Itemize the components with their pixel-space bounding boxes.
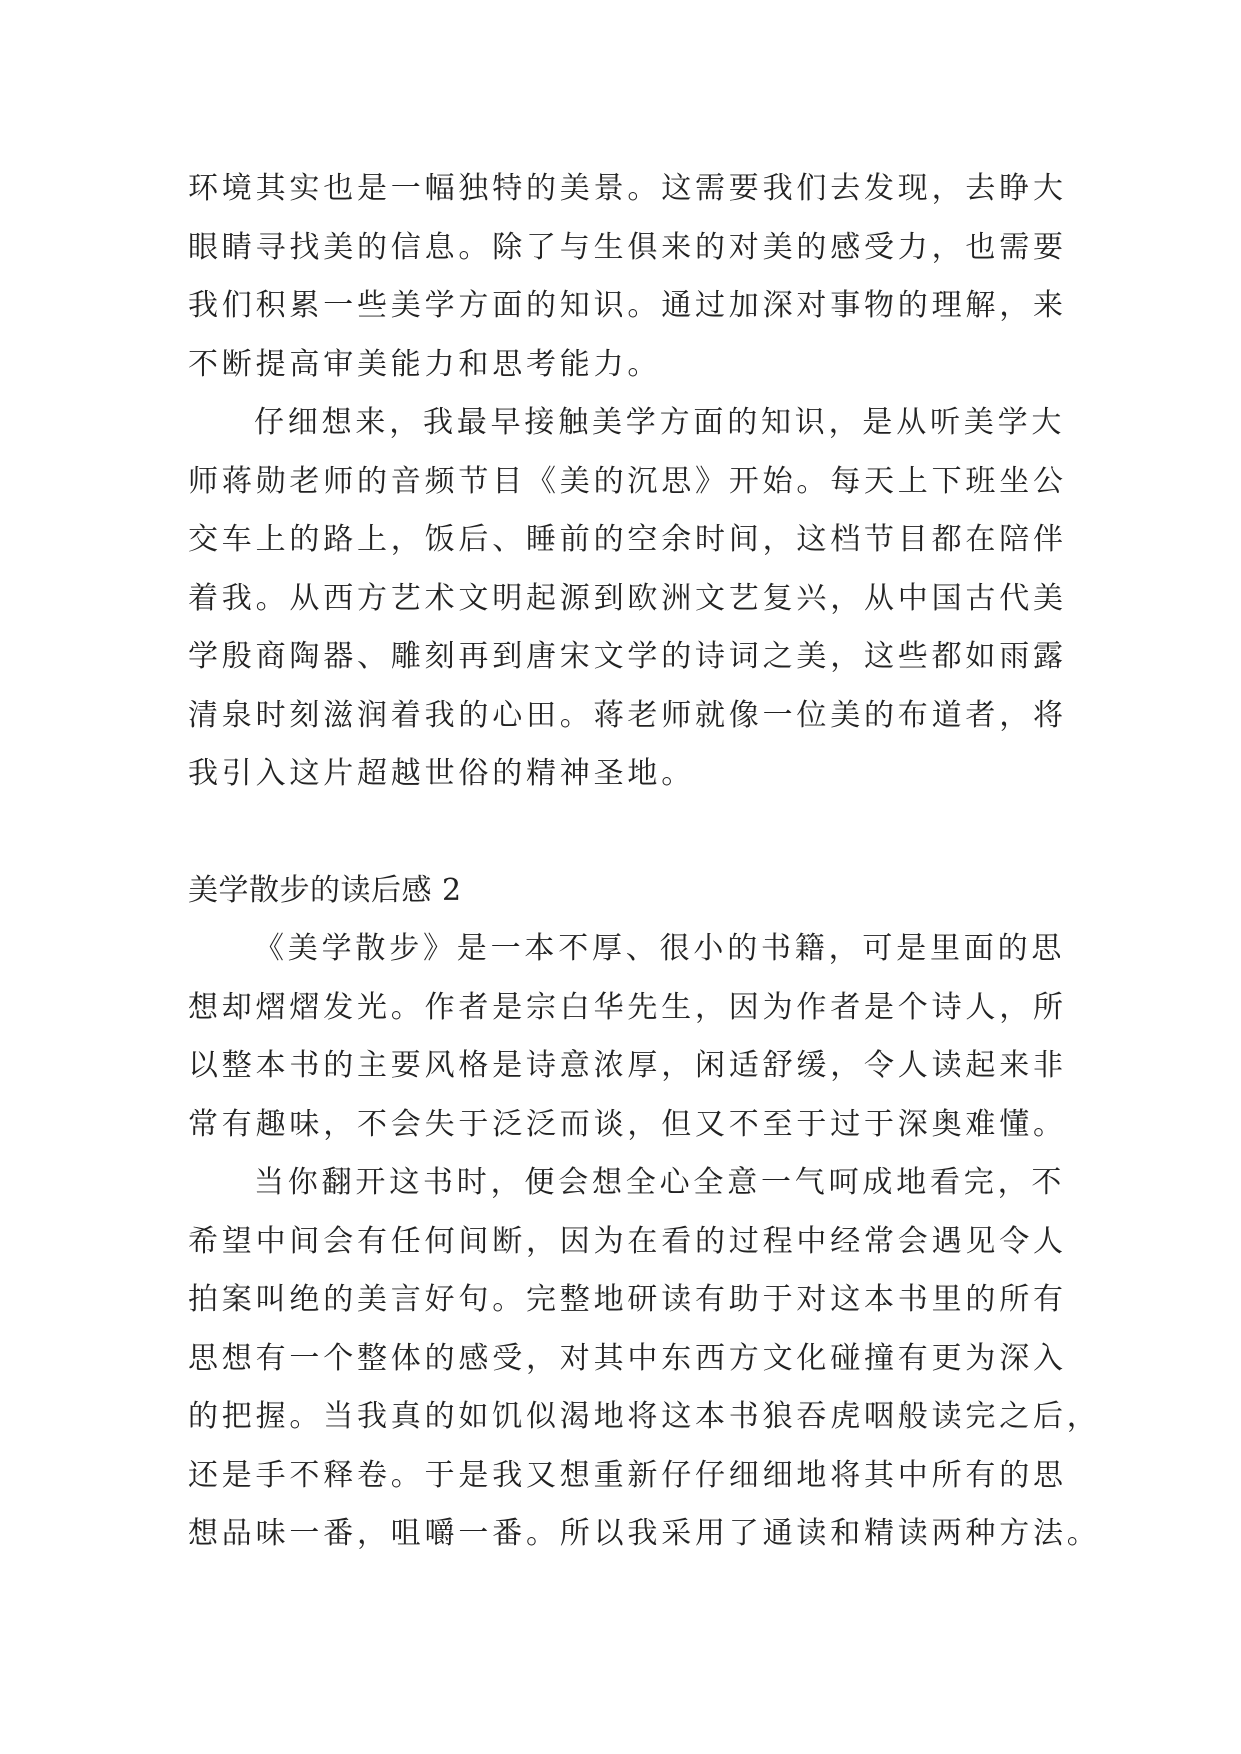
text-line: 以整本书的主要风格是诗意浓厚，闲适舒缓，令人读起来非 [188,1048,1067,1083]
text-line: 我引入这片超越世俗的精神圣地。 [188,756,695,791]
paragraph [188,920,1068,1154]
text-line: 着我。从西方艺术文明起源到欧洲文艺复兴，从中国古代美 [188,580,1067,616]
section-spacer [188,804,1068,862]
text-line: 想却熠熠发光。作者是宗白华先生，因为作者是个诗人，所 [188,989,1067,1025]
text-line: 思想有一个整体的感受，对其中东西方文化碰撞有更为深入 [188,1340,1067,1376]
text-line: 环境其实也是一幅独特的美景。这需要我们去发现，去睁大 [188,171,1067,206]
paragraph [188,394,1068,804]
text-line: 希望中间会有任何间断，因为在看的过程中经常会遇见令人 [188,1223,1067,1259]
text-line: 常有趣味，不会失于泛泛而谈，但又不至于过于深奥难懂。 [188,1106,1067,1142]
text-line: 不断提高审美能力和思考能力。 [188,346,662,382]
text-line: 想品味一番，咀嚼一番。所以我采用了通读和精读两种方法。 [188,1516,1101,1551]
text-line: 还是手不释卷。于是我又想重新仔仔细细地将其中所有的思 [188,1457,1067,1493]
section-heading: 美学散步的读后感 2 [188,872,462,908]
text-line: 当你翻开这书时，便会想全心全意一气呵成地看完，不 [254,1165,1066,1200]
text-line: 交车上的路上，饭后、睡前的空余时间，这档节目都在陪伴 [188,522,1067,557]
text-line: 仔细想来，我最早接触美学方面的知识，是从听美学大 [254,405,1066,440]
text-line: 拍案叫绝的美言好句。完整地研读有助于对这本书里的所有 [188,1282,1067,1317]
text-line: 我们积累一些美学方面的知识。通过加深对事物的理解，来 [188,288,1067,323]
text-line: 学殷商陶器、雕刻再到唐宋文学的诗词之美，这些都如雨露 [188,639,1067,674]
text-line: 的把握。当我真的如饥似渴地将这本书狼吞虎咽般读完之后， [188,1399,1101,1434]
text-line: 《美学散步》是一本不厚、很小的书籍，可是里面的思 [254,931,1066,966]
text-line: 清泉时刻滋润着我的心田。蒋老师就像一位美的布道者，将 [188,697,1067,733]
paragraph [188,1154,1101,1564]
document-body [188,160,1101,1564]
text-line: 师蒋勋老师的音频节目《美的沉思》开始。每天上下班坐公 [188,463,1067,499]
paragraph [188,160,1068,394]
text-line: 眼睛寻找美的信息。除了与生俱来的对美的感受力，也需要 [188,229,1067,265]
